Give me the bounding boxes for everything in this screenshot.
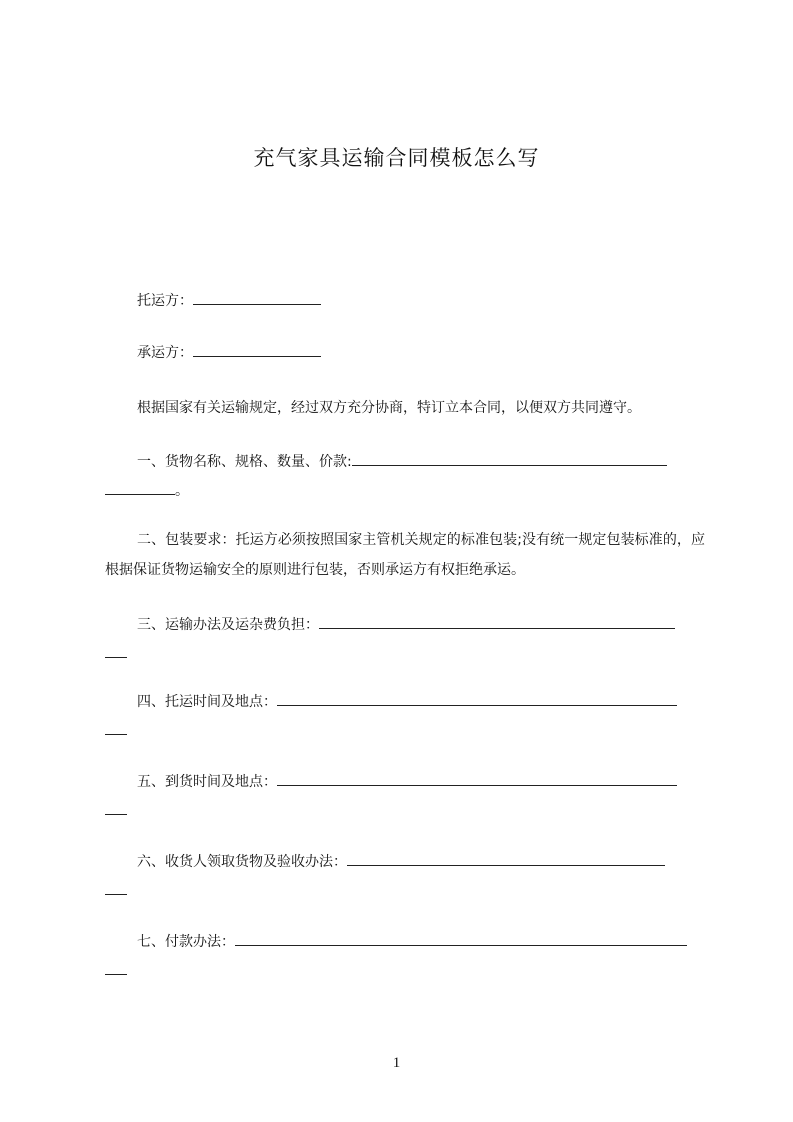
- clause-6-line: [105, 850, 737, 874]
- clause-3-blank[interactable]: [319, 613, 675, 629]
- clause-7-blank-cont[interactable]: [105, 959, 127, 975]
- clause-5-continuation: [105, 799, 705, 823]
- clause-7-label: 七、付款办法：: [137, 934, 235, 950]
- clause-7-line: [105, 930, 737, 954]
- clause-6-blank-cont[interactable]: [105, 879, 127, 895]
- clause-5-line: [105, 770, 737, 794]
- shipper-line: [105, 289, 737, 313]
- carrier-label: 承运方：: [137, 345, 193, 361]
- shipper-label: 托运方：: [137, 293, 193, 309]
- clause-6-label: 六、收货人领取货物及验收办法：: [137, 854, 347, 870]
- clause-3-blank-cont[interactable]: [105, 642, 127, 658]
- clause-2-paragraph: 二、包装要求：托运方必须按照国家主管机关规定的标准包装;没有统一规定包装标准的，应根据保证货物运输安全的原则进行包装，否则承运方有权拒绝承运。: [105, 532, 705, 578]
- clause-1-blank[interactable]: [352, 450, 667, 466]
- intro-paragraph: 根据国家有关运输规定，经过双方充分协商，特订立本合同，以便双方共同遵守。: [137, 400, 641, 416]
- page-number: 1: [392, 1055, 401, 1071]
- clause-4-blank-cont[interactable]: [105, 719, 127, 735]
- clause-5-blank-cont[interactable]: [105, 799, 127, 815]
- clause-1-blank-cont[interactable]: [105, 479, 175, 495]
- carrier-blank[interactable]: [193, 341, 321, 357]
- clause-1-end: 。: [175, 483, 189, 499]
- clause-5-label: 五、到货时间及地点：: [137, 774, 277, 790]
- clause-6-blank[interactable]: [347, 850, 665, 866]
- clause-4-label: 四、托运时间及地点：: [137, 694, 277, 710]
- clause-4-blank[interactable]: [277, 690, 677, 706]
- document-title: 充气家具运输合同模板怎么写: [253, 146, 540, 170]
- clause-4-continuation: [105, 719, 705, 743]
- clause-1-label: 一、货物名称、规格、数量、价款:: [137, 454, 352, 470]
- clause-1-line: [105, 450, 737, 474]
- clause-6-continuation: [105, 879, 705, 903]
- clause-3-continuation: [105, 642, 705, 666]
- shipper-blank[interactable]: [193, 289, 321, 305]
- clause-1-continuation: [105, 479, 705, 503]
- clause-3-label: 三、运输办法及运杂费负担：: [137, 617, 319, 633]
- clause-3-line: [105, 613, 737, 637]
- clause-7-continuation: [105, 959, 705, 983]
- clause-7-blank[interactable]: [235, 930, 687, 946]
- clause-4-line: [105, 690, 737, 714]
- carrier-line: [105, 341, 737, 365]
- clause-5-blank[interactable]: [277, 770, 677, 786]
